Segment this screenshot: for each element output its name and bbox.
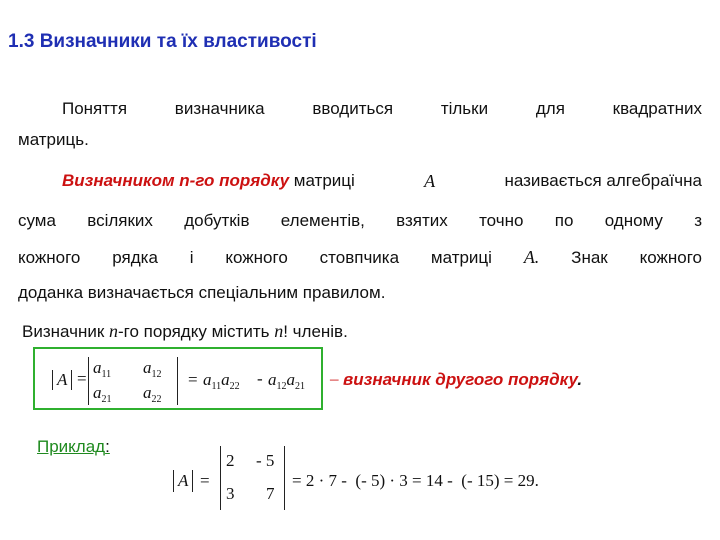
word: для <box>535 99 565 118</box>
det-bar-left <box>220 446 221 510</box>
equals-sign: = <box>200 471 210 490</box>
example-label: Приклад: <box>37 437 110 456</box>
equals-sign: = <box>77 369 87 388</box>
product-term: $a_{12}a_{21}$ <box>268 370 305 392</box>
page-title: 1.3 Визначники та їх властивості <box>8 31 317 52</box>
det-symbol: A <box>57 370 68 389</box>
matrix-entry: 3 <box>226 484 235 503</box>
word: взятих <box>396 211 448 230</box>
abs-bar <box>192 470 193 492</box>
word: всіляких <box>87 211 153 230</box>
definition-term: Визначником n-го порядку <box>62 171 290 190</box>
text: -го порядку містить <box>118 322 270 341</box>
word: Поняття <box>62 99 128 118</box>
word: тільки <box>440 99 489 118</box>
sentence-terms-count <box>22 321 706 342</box>
minus-sign: - <box>257 369 263 388</box>
para2-line2 <box>18 211 702 231</box>
equals-sign: = <box>188 370 198 389</box>
para1-line2: матриць. <box>18 130 89 149</box>
det-symbol: A <box>178 471 189 490</box>
word: з <box>694 211 703 230</box>
text: матриці <box>293 171 355 190</box>
text: ! членів. <box>283 322 348 341</box>
det-bar-right <box>177 357 178 405</box>
det2-caption: визначник другого порядку. <box>343 370 583 389</box>
det-bar-right <box>284 446 285 510</box>
word: по <box>554 211 574 230</box>
word: кожного <box>639 248 702 267</box>
word: добутків <box>184 211 250 230</box>
word: кожного <box>18 248 81 267</box>
matrix-symbol: A. <box>523 247 540 267</box>
word: матриці <box>430 248 492 267</box>
abs-bar <box>173 470 174 492</box>
para2-line1 <box>18 171 702 191</box>
abs-bar <box>52 370 53 390</box>
matrix-entry: $a_{21}$ <box>93 383 112 405</box>
word: стовпчика <box>319 248 400 267</box>
word: Знак <box>571 248 608 267</box>
word: точно <box>479 211 524 230</box>
word: квадратних <box>612 99 703 118</box>
matrix-entry: 2 <box>226 451 235 470</box>
variable-n: n <box>109 321 119 341</box>
matrix-entry: - 5 <box>256 451 275 470</box>
matrix-entry: $a_{22}$ <box>143 383 162 405</box>
word: елементів, <box>280 211 365 230</box>
word: одному <box>604 211 663 230</box>
text: називається алгебраїчна <box>504 171 702 190</box>
para2-line3 <box>18 247 702 268</box>
example-calculation: = 2 · 7 - (- 5) · 3 = 14 - (- 15) = 29. <box>292 471 539 490</box>
word: і <box>189 248 194 267</box>
word: вводиться <box>312 99 394 118</box>
word: кожного <box>225 248 288 267</box>
matrix-entry: $a_{11}$ <box>93 358 112 380</box>
variable-n: n <box>274 321 284 341</box>
word: визначника <box>174 99 265 118</box>
dash: – <box>330 369 339 388</box>
para1-line1 <box>18 99 702 119</box>
matrix-entry: $a_{12}$ <box>143 358 162 380</box>
product-term: $a_{11}a_{22}$ <box>203 370 240 392</box>
det-bar-left <box>88 357 89 405</box>
word: сума <box>18 211 56 230</box>
abs-bar <box>71 370 72 390</box>
para2-line4: доданка визначається спеціальним правилом. <box>18 283 386 302</box>
text: Визначник <box>22 322 105 341</box>
word: рядка <box>112 248 158 267</box>
matrix-entry: 7 <box>266 484 275 503</box>
matrix-symbol: A <box>424 171 436 191</box>
